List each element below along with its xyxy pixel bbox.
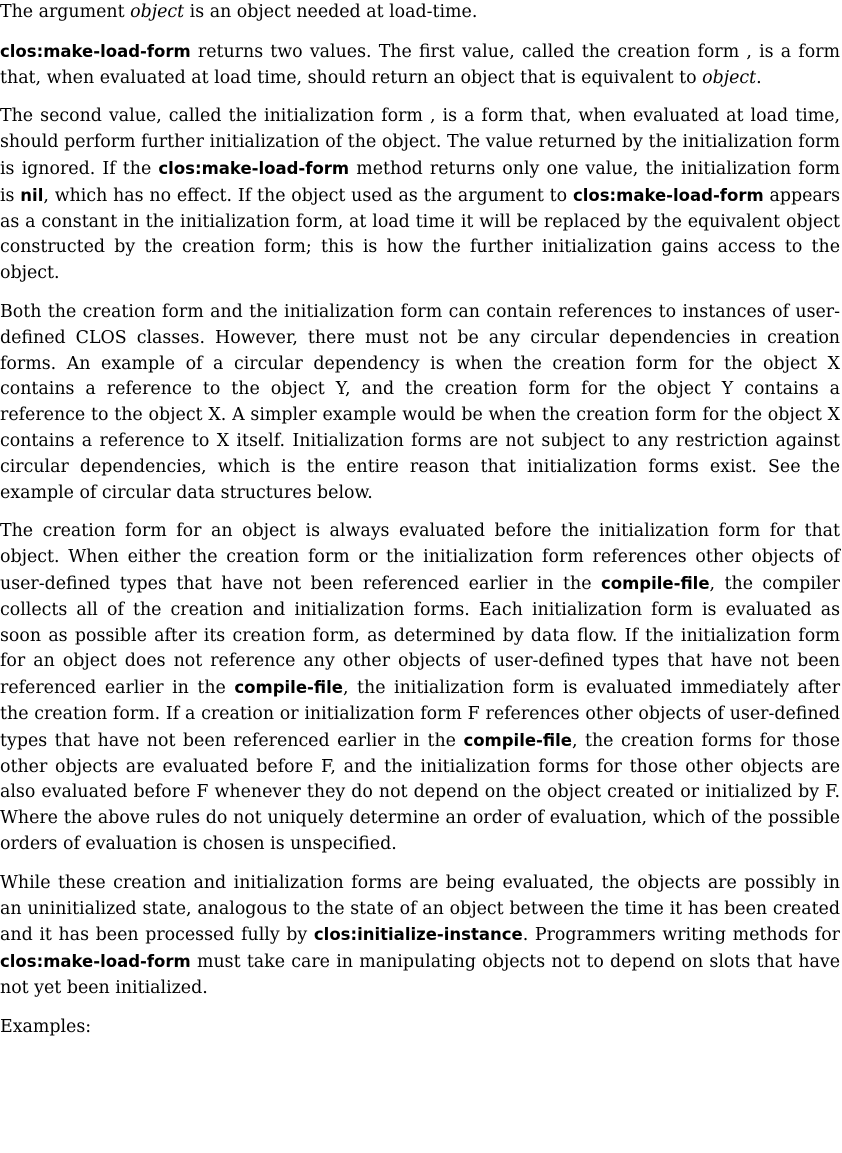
text: , the compiler collects all of the creation and initialization forms. Each initialization form is evaluated as soon as possible after its creation form, as determined by data flow. If the initialization form for an object does not reference any other objects of user-defined types that have not been referenced earlier in the (0, 573, 840, 699)
paragraph-circular-dependencies (0, 300, 840, 506)
paragraph-uninitialized-state (0, 871, 840, 1002)
text: . (756, 67, 762, 88)
function-name: clos:make-load-form (158, 158, 350, 178)
text: While these creation and initialization forms are being evaluated, the objects are possibly in an uninitialized state, analogous to the state of an object between the time it has been created and it has been processed fully by (0, 872, 840, 946)
text: The second value, called the initialization form , is a form that, when evaluated at load time, should perform further initialization of the object. The value returned by the initialization form is ignored. If the (0, 106, 840, 179)
function-name: compile-file (463, 730, 572, 750)
function-name: clos:make-load-form (0, 952, 191, 972)
emphasis-object: object (130, 2, 185, 22)
emphasis-object: object (702, 67, 757, 88)
text: Both the creation form and the initialization form can contain references to instances of user-defined CLOS classes. However, there must not be any circular dependencies in creation forms. An example of a circular dependency is when the creation form for the object X contains a reference to the object Y, and the creation form for the object Y contains a reference to the object X. A simpler example would be when the creation form for the object X contains a reference to X itself. Initialization forms are not subject to any restriction against circular dependencies, which is the entire reason that initialization forms exist. See the example of circular data structures below. (0, 301, 840, 503)
text: appears as a constant in the initialization form, at load time it will be replaced by the equivalent object constructed by the creation form; this is how the further initialization gains access to the object. (0, 185, 840, 284)
paragraph-examples-heading (0, 1015, 840, 1041)
text: . Programmers writing methods for (522, 925, 840, 946)
text: , which has no effect. If the object used as the argument to (43, 185, 573, 206)
paragraph-initialization-form (0, 104, 840, 287)
function-name: clos:initialize-instance (313, 925, 523, 945)
text: The creation form for an object is always evaluated before the initialization form for that object. When either the creation form or the initialization form references other objects of user-defined types that have not been referenced earlier in the (0, 521, 840, 594)
text: is an object needed at load-time. (184, 2, 478, 22)
text: Examples: (0, 1016, 92, 1037)
paragraph-return-values (0, 39, 840, 92)
paragraph-evaluation-order (0, 519, 840, 857)
function-name: clos:make-load-form (0, 41, 191, 61)
text: returns two values. The first value, called the creation form , is a form that, when evaluated at load time, should return an object that is equivalent to (0, 41, 840, 88)
text: , the initialization form is evaluated immediately after the creation form. If a creation or initialization form F references other objects of user-defined types that have not been referenced earlier in the (0, 678, 841, 751)
text: , the creation forms for those other objects are evaluated before F, and the initialization forms for those other objects are also evaluated before F whenever they do not depend on the object created or initialized by F. Where the above rules do not uniquely determine an order of evaluation, which of the possible orders of evaluation is chosen is unspecified. (0, 730, 841, 854)
function-name: compile-file (234, 678, 343, 698)
function-name: clos:make-load-form (572, 185, 764, 205)
constant-nil: nil (20, 185, 44, 205)
function-name: compile-file (600, 573, 710, 593)
paragraph-argument (0, 0, 840, 26)
text: The argument (0, 2, 131, 22)
text: method returns only one value, the initialization form is (0, 158, 840, 206)
text: must take care in manipulating objects not to depend on slots that have not yet been initialized. (0, 952, 840, 998)
